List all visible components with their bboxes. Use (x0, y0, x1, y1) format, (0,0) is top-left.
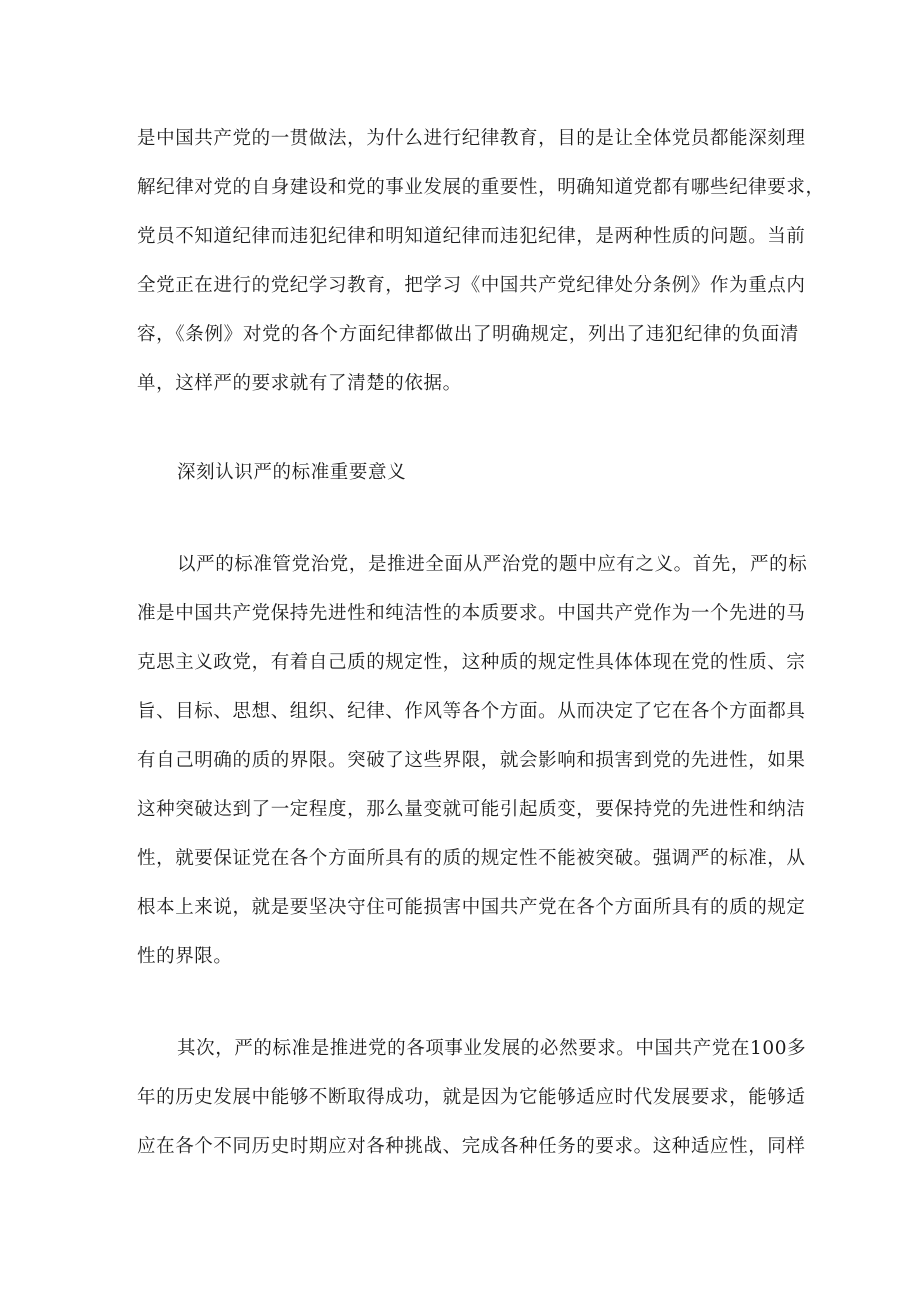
paragraph-2-line-9: 性的界限。 (137, 946, 233, 967)
paragraph-2-line-6: 这种突破达到了一定程度，那么量变就可能引起质变，要保持党的先进性和纳洁 (137, 799, 806, 820)
paragraph-2-line-2: 准是中国共产党保持先进性和纯洁性的本质要求。中国共产党作为一个先进的马 (137, 603, 806, 624)
paragraph-1-line-1: 是中国共产党的一贯做法，为什么进行纪律教育，目的是让全体党员都能深刻理 (137, 128, 806, 149)
paragraph-1-line-3: 党员不知道纪律而违犯纪律和明知道纪律而违犯纪律，是两种性质的问题。当前 (137, 226, 806, 247)
paragraph-2-line-3: 克思主义政党，有着自己质的规定性，这种质的规定性具体体现在党的性质、宗 (137, 652, 806, 673)
section-heading: 深刻认识严的标准重要意义 (177, 462, 407, 483)
paragraph-3-line-2: 年的历史发展中能够不断取得成功，就是因为它能够适应时代发展要求，能够适 (137, 1087, 806, 1108)
paragraph-3-line-1: 其次，严的标准是推进党的各项事业发展的必然要求。中国共产党在100多 (177, 1038, 807, 1059)
paragraph-2-line-7: 性，就要保证党在各个方面所具有的质的规定性不能被突破。强调严的标准，从 (137, 848, 806, 869)
paragraph-1-line-5: 容，《条例》对党的各个方面纪律都做出了明确规定，列出了违犯纪律的负面清 (137, 324, 799, 345)
paragraph-2-line-4: 旨、目标、思想、组织、纪律、作风等各个方面。从而决定了它在各个方面都具 (137, 701, 806, 722)
paragraph-2-line-5: 有自己明确的质的界限。突破了这些界限，就会影响和损害到党的先进性，如果 (137, 750, 806, 771)
paragraph-2-line-8: 根本上来说，就是要坚决守住可能损害中国共产党在各个方面所具有的质的规定 (137, 897, 806, 918)
paragraph-3-line-3: 应在各个不同历史时期应对各种挑战、完成各种任务的要求。这种适应性，同样 (137, 1136, 806, 1157)
paragraph-1-line-4: 全党正在进行的党纪学习教育，把学习《中国共产党纪律处分条例》作为重点内 (137, 275, 806, 296)
paragraph-2-line-1: 以严的标准管党治党，是推进全面从严治党的题中应有之义。首先，严的标 (177, 554, 808, 575)
paragraph-1-line-6: 单，这样严的要求就有了清楚的依据。 (137, 373, 462, 394)
paragraph-1-line-2: 解纪律对党的自身建设和党的事业发展的重要性，明确知道党都有哪些纪律要求， (137, 177, 825, 198)
